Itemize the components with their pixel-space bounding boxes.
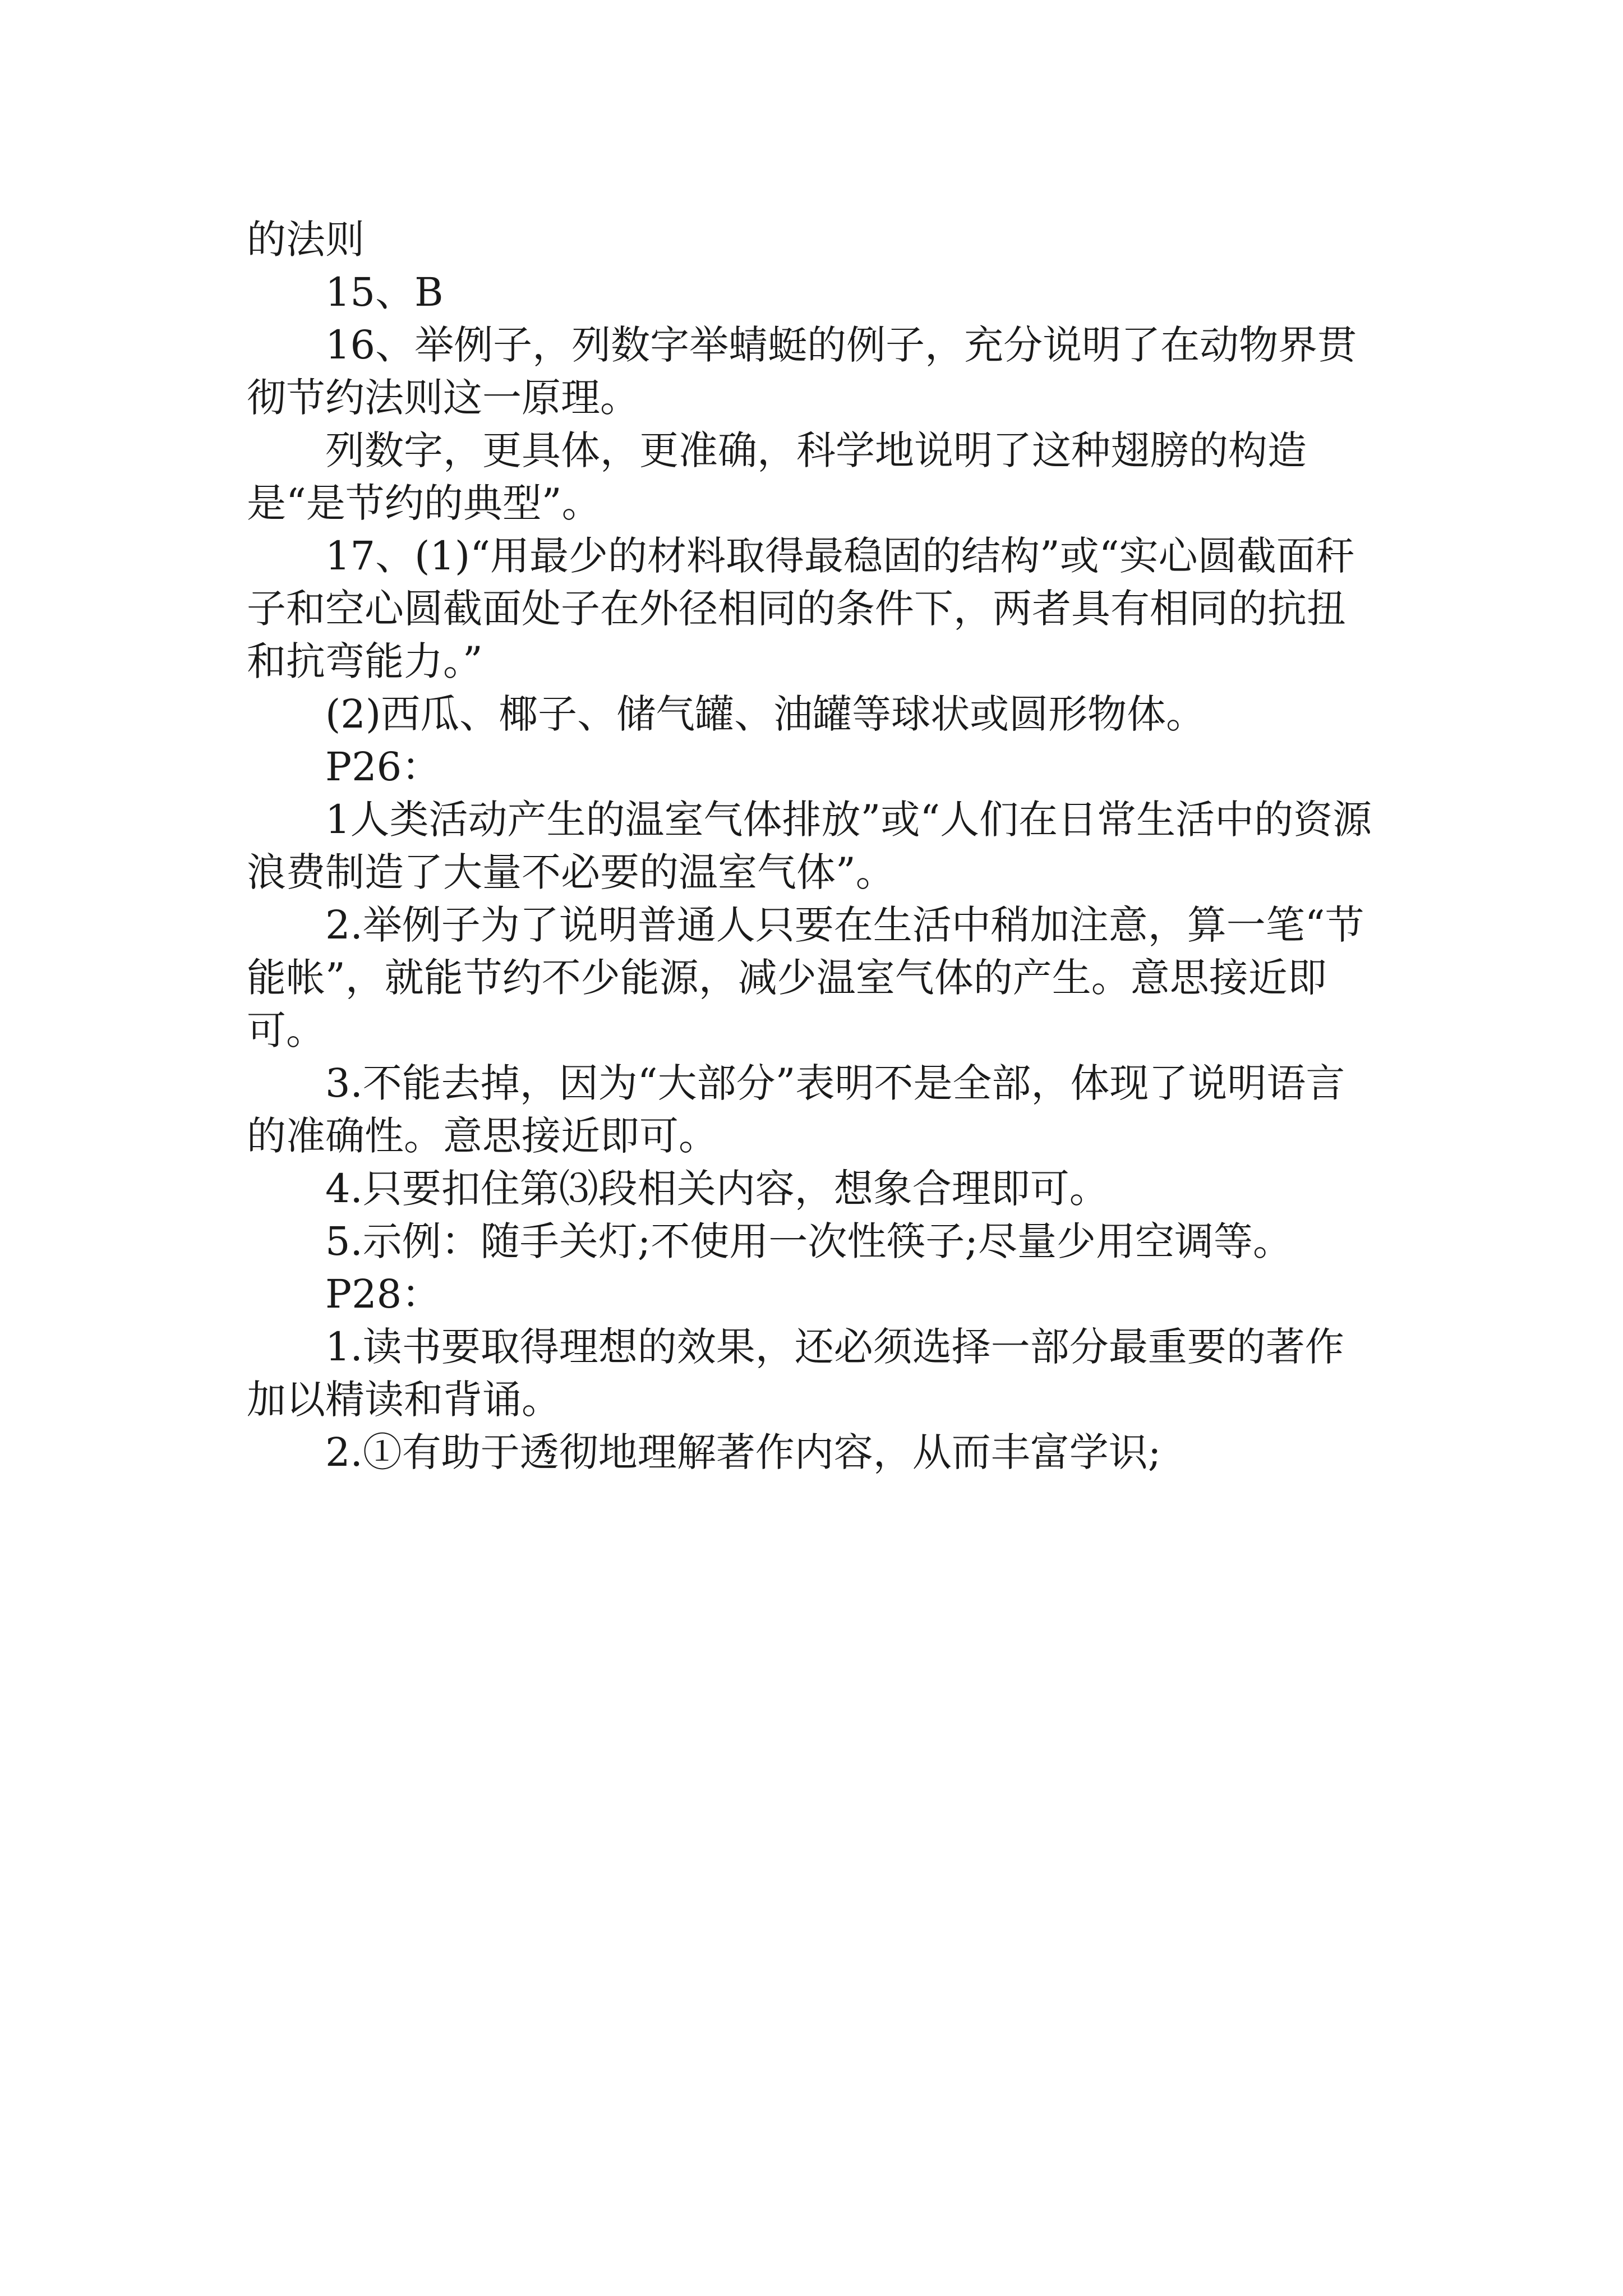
paragraph-p28-2: 2.①有助于透彻地理解著作内容，从而丰富学识; bbox=[325, 1429, 1161, 1475]
paragraph-p26-1: 1人类活动产生的温室气体排放”或“人们在日常生活中的资源浪费制造了大量不必要的温室气体”。 bbox=[247, 797, 1372, 895]
section-heading-p26: P26： bbox=[325, 744, 441, 790]
paragraph-p26-3: 3.不能去掉，因为“大部分”表明不是全部，体现了说明语言的准确性。意思接近即可。 bbox=[247, 1060, 1345, 1159]
paragraph-p26-5: 5.示例：随手关灯;不使用一次性筷子;尽量少用空调等。 bbox=[325, 1218, 1292, 1264]
paragraph-answer-16-detail: 列数字，更具体，更准确，科学地说明了这种翅膀的构造是“是节约的典型”。 bbox=[247, 427, 1307, 526]
paragraph-p28-1: 1.读书要取得理想的效果，还必须选择一部分最重要的著作加以精读和背诵。 bbox=[247, 1324, 1344, 1423]
section-heading-p28: P28： bbox=[325, 1271, 441, 1317]
paragraph-p26-2: 2.举例子为了说明普通人只要在生活中稍加注意，算一笔“节能帐”，就能节约不少能源，减少温室气体的产生。意思接近即可。 bbox=[247, 902, 1364, 1053]
paragraph-answer-16: 16、举例子，列数字举蜻蜓的例子，充分说明了在动物界贯彻节约法则这一原理。 bbox=[247, 322, 1357, 421]
paragraph-continuation: 的法则 bbox=[247, 217, 365, 263]
paragraph-p26-4: 4.只要扣住第⑶段相关内容，想象合理即可。 bbox=[325, 1166, 1109, 1212]
paragraph-answer-15: 15、B bbox=[325, 269, 444, 315]
paragraph-answer-17-2: (2)西瓜、椰子、储气罐、油罐等球状或圆形物体。 bbox=[325, 691, 1206, 737]
paragraph-answer-17-1: 17、(1)“用最少的材料取得最稳固的结构”或“实心圆截面秆子和空心圆截面处子在外径相同的条件下，两者具有相同的抗扭和抗弯能力。” bbox=[247, 533, 1355, 684]
document-body bbox=[247, 213, 1380, 1479]
